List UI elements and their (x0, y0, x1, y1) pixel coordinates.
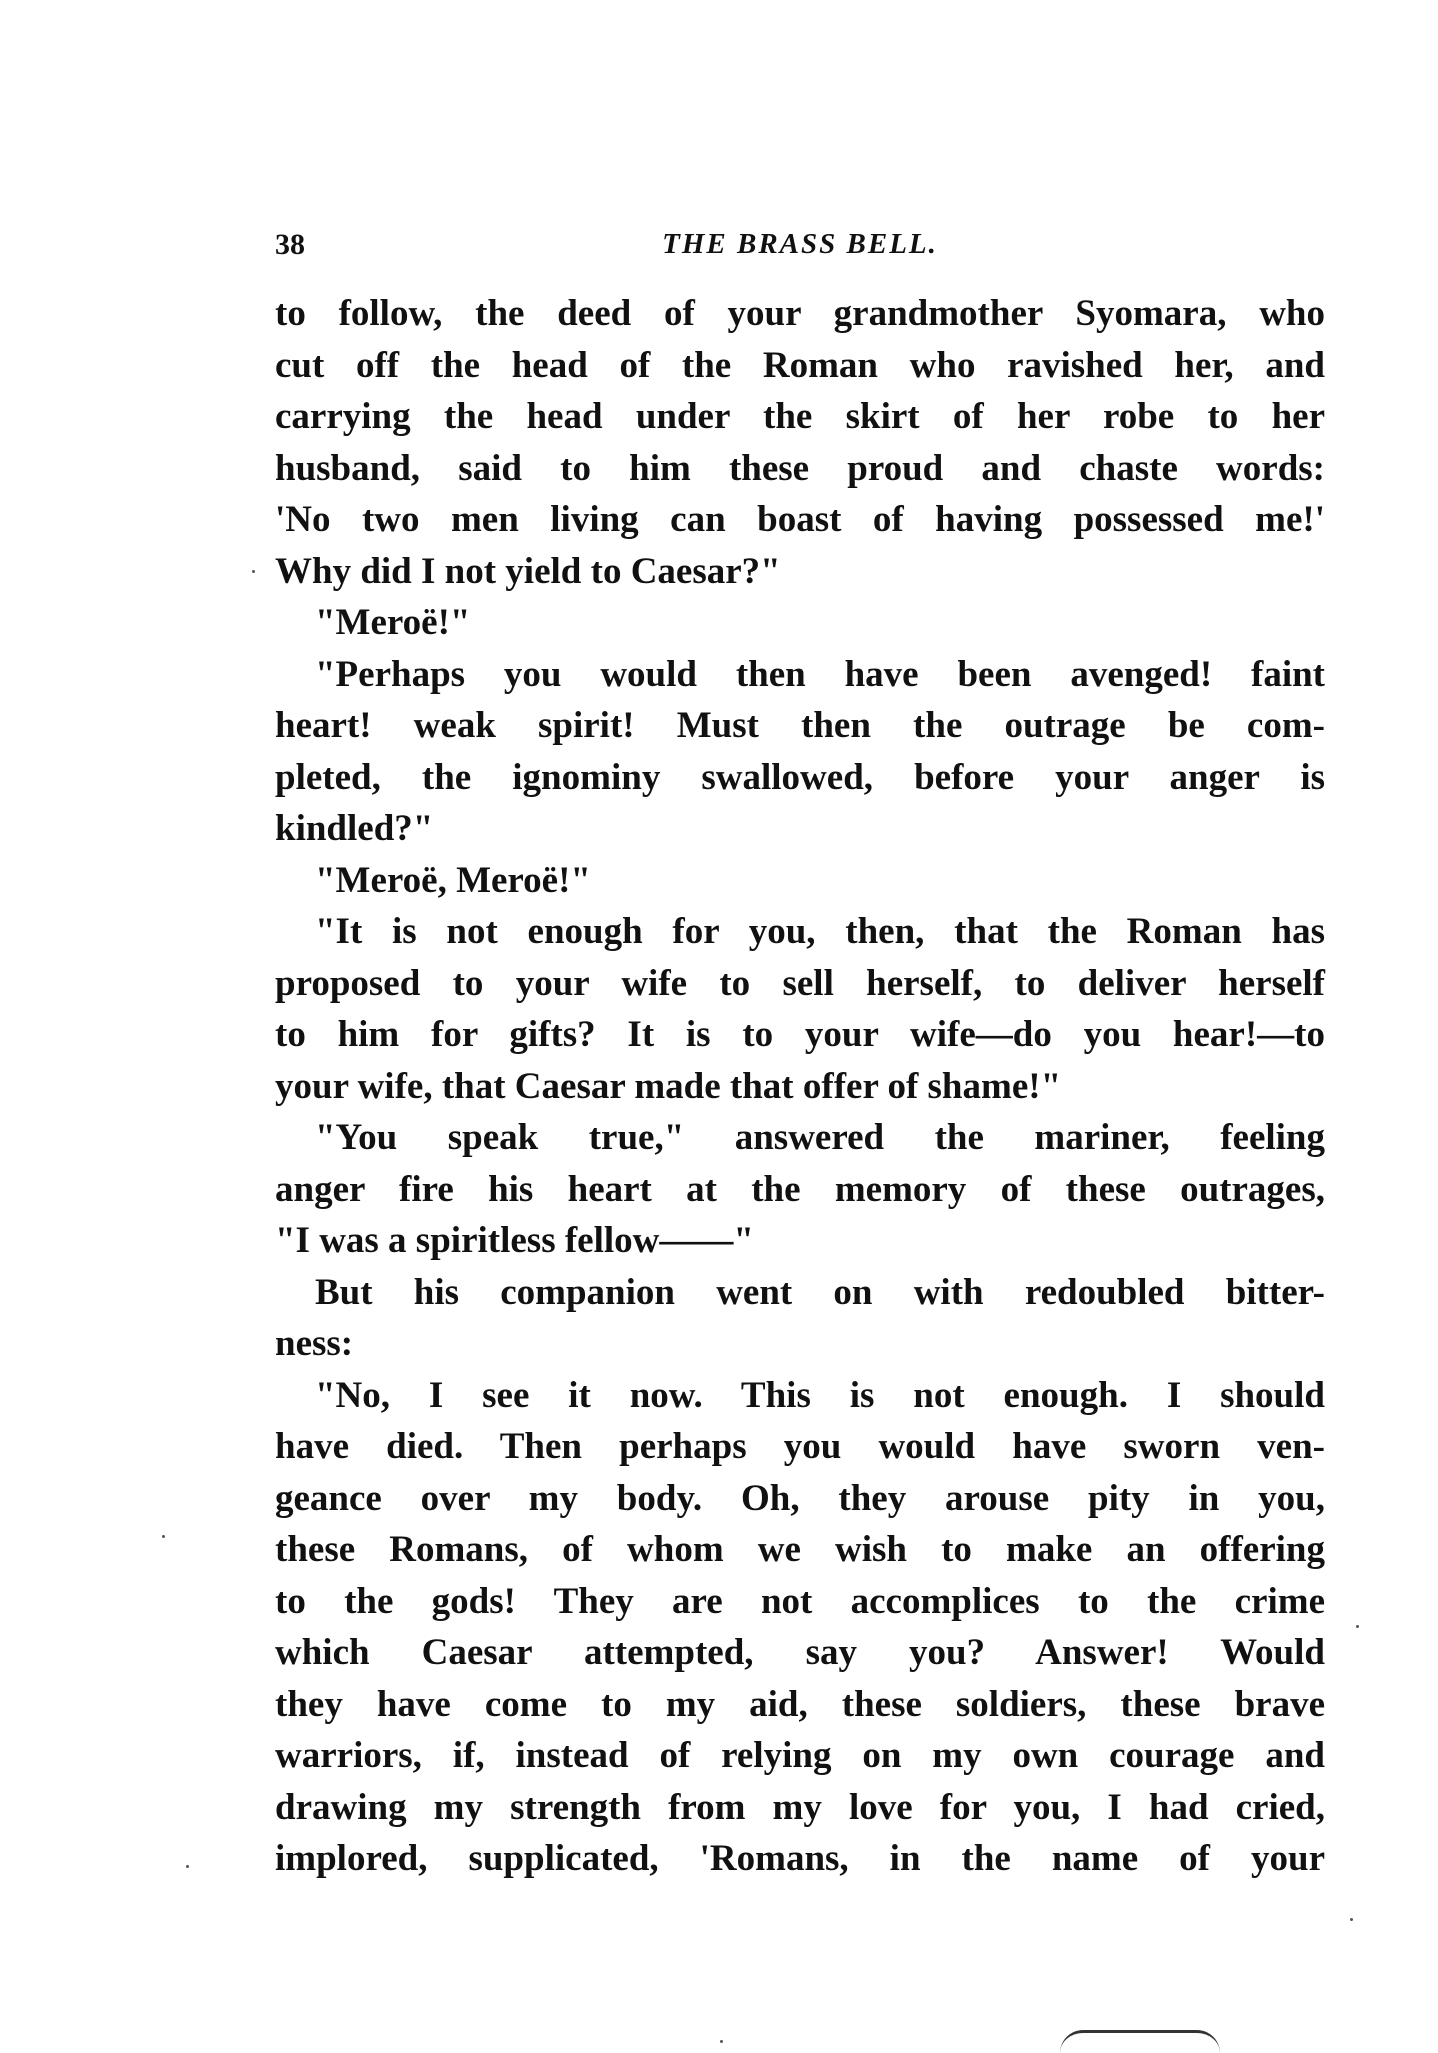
text-line: husband, said to him these proud and chaste words: (275, 447, 1325, 489)
text-line: warriors, if, instead of relying on my own courage and (275, 1735, 1325, 1776)
text-line: "Perhaps you would then have been avenged! faint (315, 653, 1325, 695)
text-line: pleted, the ignominy swallowed, before your anger is (275, 756, 1325, 798)
text-line: your wife, that Caesar made that offer of shame!" (275, 1065, 1062, 1107)
text-line: But his companion went on with redoubled bitter- (315, 1271, 1325, 1313)
text-line: "Meroë!" (315, 602, 471, 643)
scan-speck (1350, 1918, 1353, 1921)
text-line: anger fire his heart at the memory of these outrages, (275, 1168, 1325, 1210)
text-line: "No, I see it now. This is not enough. I should (315, 1374, 1325, 1416)
text-line: they have come to my aid, these soldiers, these brave (275, 1683, 1325, 1725)
text-line: carrying the head under the skirt of her robe to her (275, 396, 1325, 437)
text-line: to him for gifts? It is to your wife—do you hear!—to (275, 1014, 1325, 1055)
text-line: drawing my strength from my love for you, I had cried, (275, 1786, 1325, 1828)
scan-speck (162, 1535, 165, 1538)
text-line: proposed to your wife to sell herself, to deliver herself (275, 962, 1325, 1004)
page-header (275, 228, 1325, 268)
text-line: cut off the head of the Roman who ravished her, and (275, 344, 1325, 386)
text-line: "I was a spiritless fellow——" (275, 1220, 754, 1261)
text-line: to follow, the deed of your grandmother Syomara, who (275, 293, 1325, 334)
text-line: have died. Then perhaps you would have sworn ven- (275, 1426, 1325, 1467)
scan-speck (720, 2040, 723, 2043)
text-line: ness: (275, 1323, 354, 1364)
text-line: implored, supplicated, 'Romans, in the name of your (275, 1838, 1325, 1879)
scan-speck (252, 570, 255, 573)
body-text (275, 288, 1325, 1885)
scan-speck (1356, 1625, 1359, 1628)
text-line: kindled?" (275, 808, 434, 849)
scan-speck (186, 1865, 189, 1868)
text-line: "You speak true," answered the mariner, feeling (315, 1117, 1325, 1158)
text-line: Why did I not yield to Caesar?" (275, 550, 781, 592)
text-line: which Caesar attempted, say you? Answer! Would (275, 1632, 1325, 1673)
text-line: heart! weak spirit! Must then the outrage be com- (275, 705, 1325, 746)
running-title: THE BRASS BELL. (662, 228, 938, 260)
text-line: "It is not enough for you, then, that the Roman has (315, 911, 1325, 952)
text-line: "Meroë, Meroë!" (315, 859, 591, 901)
text-line: these Romans, of whom we wish to make an offering (275, 1529, 1325, 1570)
text-line: to the gods! They are not accomplices to the crime (275, 1580, 1325, 1622)
page-number: 38 (275, 228, 305, 261)
text-line: 'No two men living can boast of having possessed me!' (275, 499, 1325, 540)
text-line: geance over my body. Oh, they arouse pity in you, (275, 1477, 1325, 1519)
